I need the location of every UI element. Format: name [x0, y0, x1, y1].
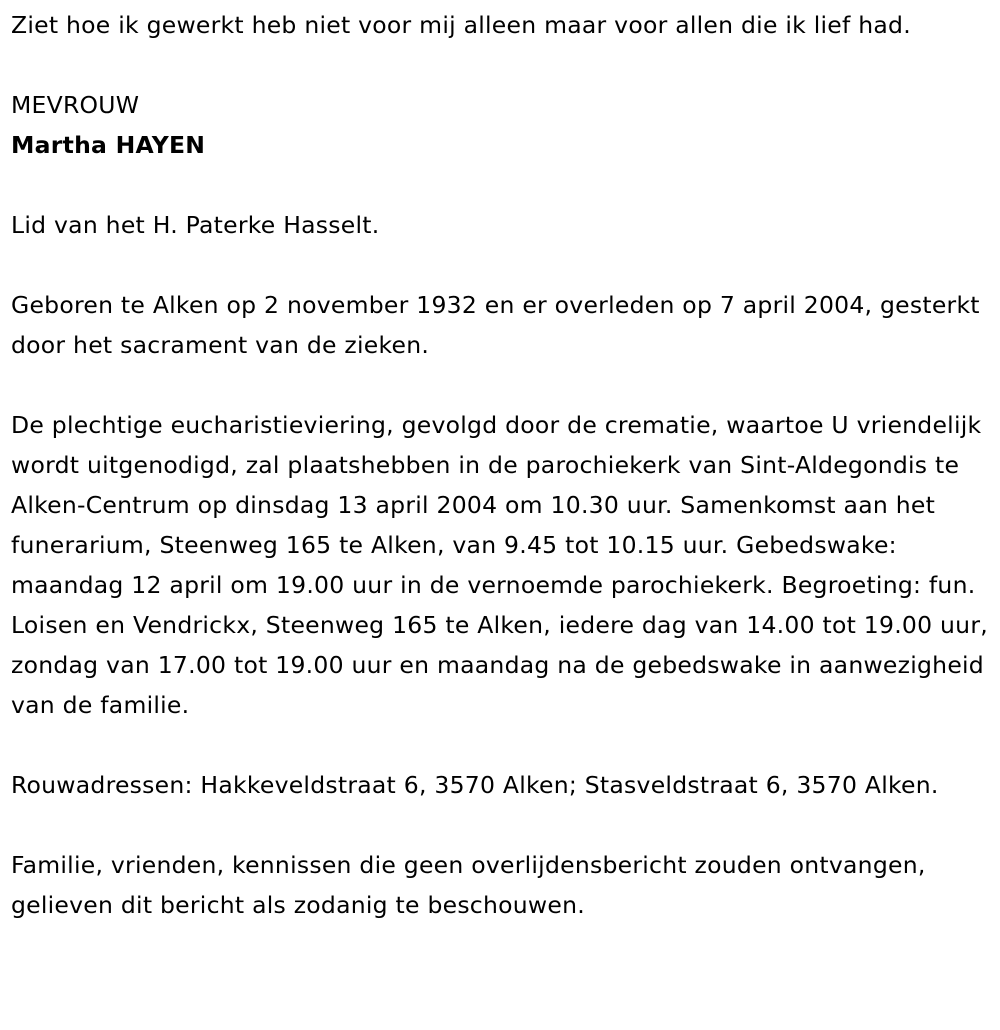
obituary-document	[11, 5, 995, 925]
deceased-name: Martha HAYEN	[11, 131, 206, 159]
closing-paragraph: Familie, vrienden, kennissen die geen overlijdensbericht zouden ontvangen, gelieven dit bericht als zodanig te beschouwen.	[11, 851, 926, 919]
birth-death-paragraph: Geboren te Alken op 2 november 1932 en er overleden op 7 april 2004, gesterkt door het sacrament van de zieken.	[11, 291, 980, 359]
membership-line: Lid van het H. Paterke Hasselt.	[11, 211, 380, 239]
addresses-paragraph: Rouwadressen: Hakkeveldstraat 6, 3570 Alken; Stasveldstraat 6, 3570 Alken.	[11, 771, 939, 799]
ceremony-paragraph: De plechtige eucharistieviering, gevolgd door de crematie, waartoe U vriendelijk wordt uitgenodigd, zal plaatshebben in de parochiekerk van Sint-Aldegondis te Alken-Centrum op dinsdag 13 april 2004 om 10.30 uur. Samenkomst aan het funerarium, Steenweg 165 te Alken, van 9.45 tot 10.15 uur. Gebedswake: maandag 12 april om 19.00 uur in de vernoemde parochiekerk. Begroeting: fun. Loisen en Vendrickx, Steenweg 165 te Alken, iedere dag van 14.00 tot 19.00 uur, zondag van 17.00 tot 19.00 uur en maandag na de gebedswake in aanwezigheid van de familie.	[11, 411, 988, 719]
salutation: MEVROUW	[11, 91, 140, 119]
opening-quote: Ziet hoe ik gewerkt heb niet voor mij alleen maar voor allen die ik lief had.	[11, 11, 911, 39]
